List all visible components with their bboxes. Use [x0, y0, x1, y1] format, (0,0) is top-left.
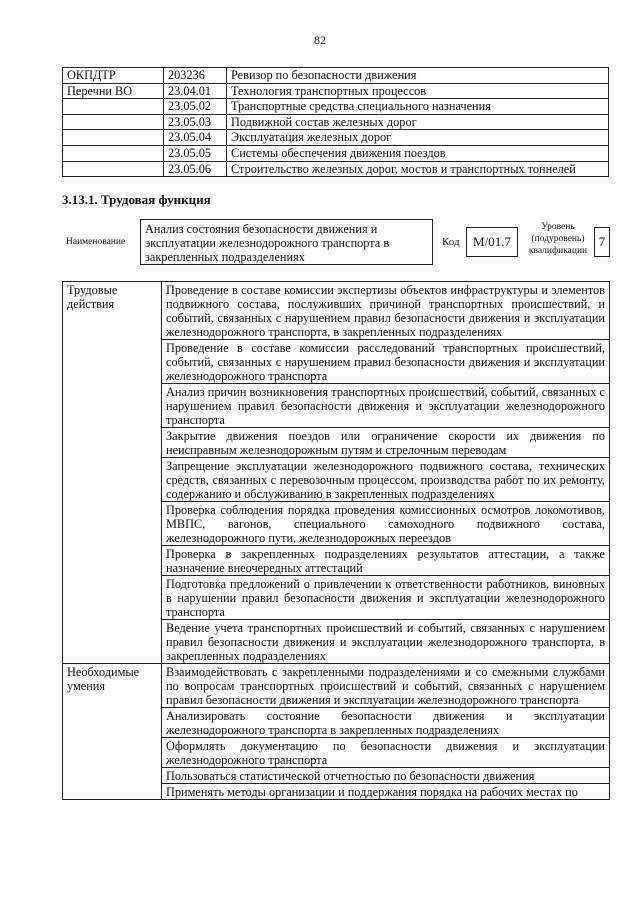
function-level: 7 — [594, 227, 610, 257]
classification-label: ОКПДТР — [63, 68, 164, 84]
classification-label: Перечни ВО — [63, 83, 164, 99]
action-item: Проведение в составе комиссии расследований транспортных происшествий, событий, связанных с нарушением правил безопасности движения и эксплуатации железнодорожного транспорта — [162, 340, 610, 384]
classification-row — [63, 130, 609, 146]
classification-name: Подвижной состав железных дорог — [227, 114, 609, 130]
classification-name: Системы обеспечения движения поездов — [227, 145, 609, 161]
skill-item: Анализировать состояние безопасности движения и эксплуатации железнодорожного транспорта в закрепленных подразделениях — [162, 708, 610, 738]
detail-row — [63, 282, 610, 340]
function-code: М/01.7 — [466, 227, 518, 257]
classification-label — [63, 145, 164, 161]
section-heading: 3.13.1. Трудовая функция — [62, 192, 211, 207]
function-details-table — [62, 281, 610, 800]
classification-label — [63, 161, 164, 177]
classification-row — [63, 68, 609, 84]
classification-name: Строительство железных дорог, мостов и транспортных тоннелей — [227, 161, 609, 177]
classification-label — [63, 114, 164, 130]
classification-label — [63, 130, 164, 146]
action-item: Проверка в закрепленных подразделениях результатов аттестации, а также назначение внеочередных аттестаций — [162, 546, 610, 576]
classification-code: 23.04.01 — [164, 83, 227, 99]
function-title: Анализ состояния безопасности движения и эксплуатации железнодорожного транспорта в закрепленных подразделениях — [140, 219, 433, 265]
action-item: Запрещение эксплуатации железнодорожного подвижного состава, технических средств, связанных с перевозочным процессом, производства работ по их ремонту, содержанию и обслуживанию в закрепленных подразделениях — [162, 458, 610, 502]
classification-name: Эксплуатация железных дорог — [227, 130, 609, 146]
classification-code: 23.05.05 — [164, 145, 227, 161]
action-item: Подготовка предложений о привлечении к ответственности работников, виновных в нарушении правил безопасности движения и эксплуатации железнодорожного транспорта — [162, 576, 610, 620]
classification-code: 203236 — [164, 68, 227, 84]
classification-code: 23.05.02 — [164, 99, 227, 115]
classification-label — [63, 99, 164, 115]
action-item: Ведение учета транспортных происшествий и событий, связанных с нарушением правил безопасности движения и эксплуатации железнодорожного транспорта, в закрепленных подразделениях — [162, 620, 610, 664]
classification-row — [63, 83, 609, 99]
classification-row — [63, 114, 609, 130]
action-item: Проверка соблюдения порядка проведения комиссионных осмотров локомотивов, МВПС, вагонов, специального самоходного подвижного состава, железнодорожного пути, железнодорожных переездов — [162, 502, 610, 546]
actions-label: Трудовые действия — [63, 282, 162, 664]
name-label: Наименование — [66, 237, 126, 247]
action-item: Анализ причин возникновения транспортных происшествий, событий, связанных с нарушением правил безопасности движения и эксплуатации железнодорожного транспорта — [162, 384, 610, 428]
action-item: Закрытие движения поездов или ограничение скорости их движения по неисправным железнодорожным путям и стрелочным переводам — [162, 428, 610, 458]
labor-function-header — [62, 219, 610, 265]
page-number: 82 — [314, 33, 326, 47]
classification-row — [63, 145, 609, 161]
classification-code: 23.05.03 — [164, 114, 227, 130]
action-item: Проведение в составе комиссии экспертизы объектов инфраструктуры и элементов подвижного состава, послуживших причиной транспортных происшествий, и событий, связанных с нарушением правил безопасности движения и эксплуатации железнодорожного транспорта, в закрепленных подразделениях — [162, 282, 610, 340]
classification-name: Ревизор по безопасности движения — [227, 68, 609, 84]
skills-label: Необходимые умения — [63, 664, 162, 800]
classification-table — [62, 67, 609, 177]
code-label: Код — [442, 236, 460, 248]
classification-code: 23.05.04 — [164, 130, 227, 146]
classification-name: Технология транспортных процессов — [227, 83, 609, 99]
skill-item: Взаимодействовать с закрепленными подразделениями и со смежными службами по вопросам транспортных происшествий и событий, связанных с нарушением правил безопасности движения и эксплуатации железнодорожного транспорта — [162, 664, 610, 708]
level-label: Уровень (подуровень) квалификации — [528, 222, 588, 256]
skill-item: Оформлять документацию по безопасности движения и эксплуатации железнодорожного транспорта — [162, 738, 610, 768]
classification-name: Транспортные средства специального назначения — [227, 99, 609, 115]
skill-item: Пользоваться статистической отчетностью по безопасности движения — [162, 768, 610, 784]
skill-item: Применять методы организации и поддержания порядка на рабочих местах по — [162, 784, 610, 800]
classification-row — [63, 99, 609, 115]
detail-row — [63, 664, 610, 708]
classification-row — [63, 161, 609, 177]
classification-code: 23.05.06 — [164, 161, 227, 177]
